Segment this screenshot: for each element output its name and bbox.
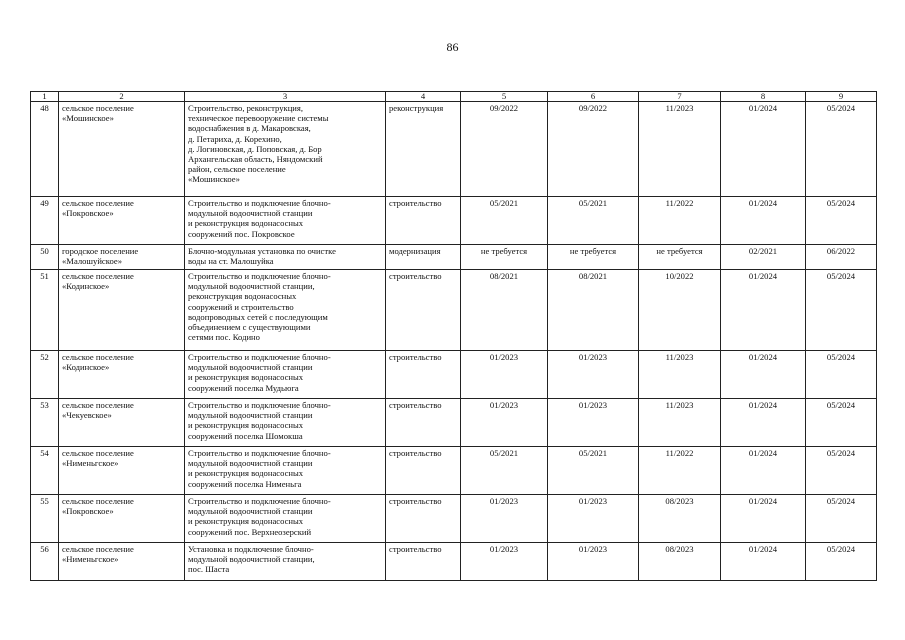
date-cell: 08/2021 bbox=[461, 270, 548, 351]
date-cell: 01/2023 bbox=[548, 399, 639, 447]
description-cell: Блочно-модульная установка по очистке воды на ст. Малошуйка bbox=[185, 245, 386, 270]
work-type-cell: строительство bbox=[386, 270, 461, 351]
row-number: 54 bbox=[31, 447, 59, 495]
header-row bbox=[31, 92, 877, 102]
date-cell: 05/2024 bbox=[806, 399, 877, 447]
table-row bbox=[31, 102, 877, 197]
date-cell: 02/2021 bbox=[721, 245, 806, 270]
description-cell: Строительство и подключение блочно- модульной водоочистной станции и реконструкция водонасосных сооружений поселка Мудьюга bbox=[185, 351, 386, 399]
date-cell: не требуется bbox=[461, 245, 548, 270]
table-row bbox=[31, 197, 877, 245]
page-number: 86 bbox=[446, 40, 459, 54]
date-cell: 11/2023 bbox=[639, 102, 721, 197]
date-cell: 05/2024 bbox=[806, 197, 877, 245]
settlement-cell: сельское поселение «Покровское» bbox=[59, 197, 185, 245]
description-cell: Строительство и подключение блочно- модульной водоочистной станции и реконструкция водонасосных сооружений пос. Покровское bbox=[185, 197, 386, 245]
date-cell: 05/2021 bbox=[548, 447, 639, 495]
date-cell: не требуется bbox=[548, 245, 639, 270]
date-cell: 08/2023 bbox=[639, 543, 721, 581]
date-cell: 09/2022 bbox=[548, 102, 639, 197]
settlement-cell: сельское поселение «Кодинское» bbox=[59, 351, 185, 399]
work-type-cell: строительство bbox=[386, 197, 461, 245]
date-cell: 10/2022 bbox=[639, 270, 721, 351]
settlement-cell: сельское поселение «Кодинское» bbox=[59, 270, 185, 351]
table-row bbox=[31, 447, 877, 495]
description-cell: Строительство, реконструкция, техническое перевооружение системы водоснабжения в д. Макаровская, д. Петариха, д. Корехино, д. Логиновская, д. Поповская, д. Бор Архангельская область, Няндомский район, сельское поселение «Мошинское» bbox=[185, 102, 386, 197]
date-cell: не требуется bbox=[639, 245, 721, 270]
date-cell: 05/2024 bbox=[806, 495, 877, 543]
date-cell: 01/2024 bbox=[721, 197, 806, 245]
date-cell: 01/2023 bbox=[461, 495, 548, 543]
date-cell: 01/2024 bbox=[721, 495, 806, 543]
date-cell: 01/2023 bbox=[461, 351, 548, 399]
table-row bbox=[31, 399, 877, 447]
date-cell: 05/2021 bbox=[548, 197, 639, 245]
row-number: 56 bbox=[31, 543, 59, 581]
date-cell: 11/2023 bbox=[639, 351, 721, 399]
date-cell: 01/2023 bbox=[548, 351, 639, 399]
date-cell: 06/2022 bbox=[806, 245, 877, 270]
date-cell: 11/2023 bbox=[639, 399, 721, 447]
date-cell: 01/2024 bbox=[721, 399, 806, 447]
date-cell: 01/2024 bbox=[721, 351, 806, 399]
row-number: 52 bbox=[31, 351, 59, 399]
work-type-cell: строительство bbox=[386, 399, 461, 447]
date-cell: 05/2024 bbox=[806, 351, 877, 399]
date-cell: 01/2024 bbox=[721, 447, 806, 495]
date-cell: 01/2023 bbox=[461, 399, 548, 447]
row-number: 48 bbox=[31, 102, 59, 197]
date-cell: 08/2021 bbox=[548, 270, 639, 351]
date-cell: 01/2023 bbox=[548, 495, 639, 543]
description-cell: Строительство и подключение блочно- модульной водоочистной станции и реконструкция водонасосных сооружений поселка Нименьга bbox=[185, 447, 386, 495]
date-cell: 01/2023 bbox=[548, 543, 639, 581]
description-cell: Строительство и подключение блочно- модульной водоочистной станции, реконструкция водонасосных сооружений и строительство водопроводных сетей с последующим объединением с существующими сетями пос. Кодино bbox=[185, 270, 386, 351]
date-cell: 01/2024 bbox=[721, 270, 806, 351]
column-header: 4 bbox=[386, 92, 461, 102]
date-cell: 05/2021 bbox=[461, 197, 548, 245]
column-header: 6 bbox=[548, 92, 639, 102]
row-number: 55 bbox=[31, 495, 59, 543]
settlement-cell: сельское поселение «Нименьгское» bbox=[59, 447, 185, 495]
table-row bbox=[31, 351, 877, 399]
column-header: 9 bbox=[806, 92, 877, 102]
row-number: 50 bbox=[31, 245, 59, 270]
settlement-cell: городское поселение «Малошуйское» bbox=[59, 245, 185, 270]
table-row bbox=[31, 495, 877, 543]
work-type-cell: строительство bbox=[386, 447, 461, 495]
column-header: 7 bbox=[639, 92, 721, 102]
date-cell: 11/2022 bbox=[639, 197, 721, 245]
settlement-cell: сельское поселение «Покровское» bbox=[59, 495, 185, 543]
date-cell: 11/2022 bbox=[639, 447, 721, 495]
row-number: 49 bbox=[31, 197, 59, 245]
table-row bbox=[31, 245, 877, 270]
column-header: 1 bbox=[31, 92, 59, 102]
work-type-cell: реконструкция bbox=[386, 102, 461, 197]
work-type-cell: строительство bbox=[386, 351, 461, 399]
settlement-cell: сельское поселение «Мошинское» bbox=[59, 102, 185, 197]
date-cell: 08/2023 bbox=[639, 495, 721, 543]
settlement-cell: сельское поселение «Чекуевское» bbox=[59, 399, 185, 447]
settlement-cell: сельское поселение «Нименьгское» bbox=[59, 543, 185, 581]
table-row bbox=[31, 543, 877, 581]
column-header: 3 bbox=[185, 92, 386, 102]
date-cell: 05/2021 bbox=[461, 447, 548, 495]
data-table bbox=[30, 91, 877, 581]
date-cell: 01/2023 bbox=[461, 543, 548, 581]
work-type-cell: модернизация bbox=[386, 245, 461, 270]
date-cell: 01/2024 bbox=[721, 543, 806, 581]
column-header: 2 bbox=[59, 92, 185, 102]
row-number: 53 bbox=[31, 399, 59, 447]
date-cell: 01/2024 bbox=[721, 102, 806, 197]
date-cell: 05/2024 bbox=[806, 270, 877, 351]
work-type-cell: строительство bbox=[386, 495, 461, 543]
column-header: 5 bbox=[461, 92, 548, 102]
work-type-cell: строительство bbox=[386, 543, 461, 581]
description-cell: Установка и подключение блочно- модульной водоочистной станции, пос. Шаста bbox=[185, 543, 386, 581]
description-cell: Строительство и подключение блочно- модульной водоочистной станции и реконструкция водонасосных сооружений пос. Верхнеозерский bbox=[185, 495, 386, 543]
description-cell: Строительство и подключение блочно- модульной водоочистной станции и реконструкция водонасосных сооружений поселка Шомокша bbox=[185, 399, 386, 447]
date-cell: 05/2024 bbox=[806, 102, 877, 197]
column-header: 8 bbox=[721, 92, 806, 102]
date-cell: 05/2024 bbox=[806, 447, 877, 495]
date-cell: 09/2022 bbox=[461, 102, 548, 197]
date-cell: 05/2024 bbox=[806, 543, 877, 581]
row-number: 51 bbox=[31, 270, 59, 351]
table-row bbox=[31, 270, 877, 351]
